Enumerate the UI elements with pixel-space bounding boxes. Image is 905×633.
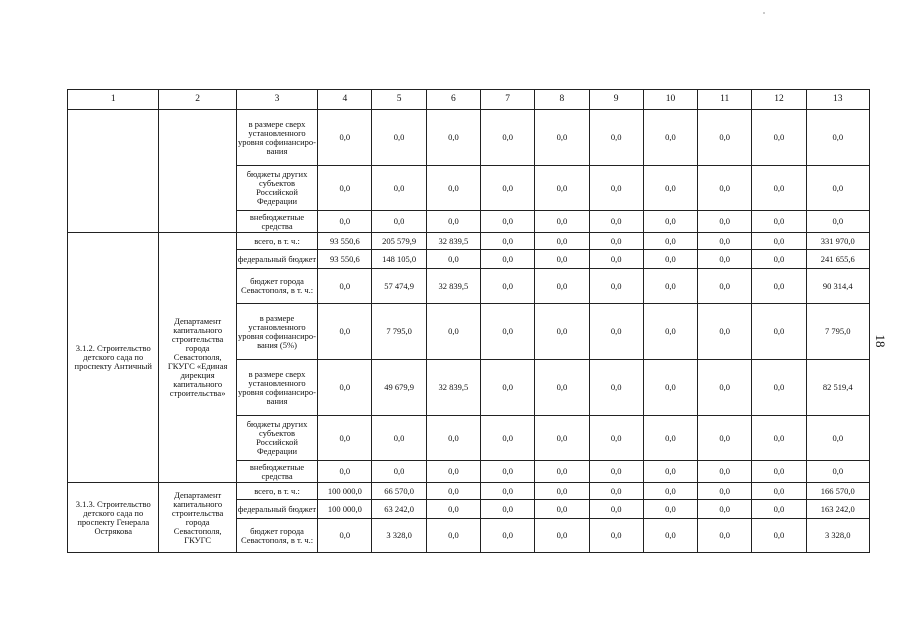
table-body bbox=[68, 90, 870, 553]
value-cell: 331 970,0 bbox=[806, 233, 869, 250]
value-cell: 205 579,9 bbox=[372, 233, 426, 250]
value-cell: 0,0 bbox=[643, 269, 697, 304]
value-cell: 0,0 bbox=[589, 233, 643, 250]
value-cell: 0,0 bbox=[589, 304, 643, 360]
value-cell: 0,0 bbox=[643, 500, 697, 519]
value-cell: 0,0 bbox=[698, 500, 752, 519]
value-cell: 0,0 bbox=[481, 211, 535, 233]
value-cell: 0,0 bbox=[372, 110, 426, 166]
value-cell: 0,0 bbox=[426, 250, 480, 269]
value-cell: 0,0 bbox=[426, 110, 480, 166]
value-cell: 0,0 bbox=[318, 304, 372, 360]
value-cell: 0,0 bbox=[318, 519, 372, 553]
value-cell: 0,0 bbox=[535, 519, 589, 553]
value-cell: 0,0 bbox=[752, 211, 806, 233]
funding-source-label: всего, в т. ч.: bbox=[236, 483, 317, 500]
value-cell: 0,0 bbox=[643, 233, 697, 250]
value-cell: 7 795,0 bbox=[806, 304, 869, 360]
budget-table bbox=[67, 89, 870, 553]
value-cell: 32 839,5 bbox=[426, 233, 480, 250]
value-cell: 241 655,6 bbox=[806, 250, 869, 269]
value-cell: 0,0 bbox=[752, 483, 806, 500]
funding-source-label: федеральный бюджет bbox=[236, 500, 317, 519]
value-cell: 0,0 bbox=[589, 166, 643, 211]
value-cell: 0,0 bbox=[752, 269, 806, 304]
value-cell: 0,0 bbox=[806, 166, 869, 211]
column-number-11: 11 bbox=[698, 90, 752, 110]
value-cell: 0,0 bbox=[426, 416, 480, 461]
value-cell: 0,0 bbox=[698, 483, 752, 500]
value-cell: 0,0 bbox=[643, 416, 697, 461]
column-number-12: 12 bbox=[752, 90, 806, 110]
value-cell: 0,0 bbox=[698, 233, 752, 250]
funding-source-label: внебюджетные средства bbox=[236, 461, 317, 483]
value-cell: 0,0 bbox=[535, 250, 589, 269]
value-cell: 0,0 bbox=[426, 211, 480, 233]
column-number-1: 1 bbox=[68, 90, 159, 110]
value-cell: 0,0 bbox=[535, 110, 589, 166]
value-cell: 90 314,4 bbox=[806, 269, 869, 304]
funding-source-label: федеральный бюджет bbox=[236, 250, 317, 269]
funding-source-label: в размере сверх установленного уровня софинансиро-вания bbox=[236, 360, 317, 416]
value-cell: 0,0 bbox=[481, 250, 535, 269]
value-cell: 0,0 bbox=[535, 166, 589, 211]
value-cell: 0,0 bbox=[481, 519, 535, 553]
value-cell: 0,0 bbox=[481, 461, 535, 483]
value-cell: 32 839,5 bbox=[426, 360, 480, 416]
value-cell: 0,0 bbox=[481, 416, 535, 461]
value-cell: 0,0 bbox=[535, 500, 589, 519]
value-cell: 0,0 bbox=[643, 519, 697, 553]
funding-source-label: бюджет города Севастополя, в т. ч.: bbox=[236, 519, 317, 553]
funding-source-label: бюджеты других субъектов Российской Федерации bbox=[236, 416, 317, 461]
value-cell: 0,0 bbox=[589, 211, 643, 233]
value-cell: 0,0 bbox=[318, 269, 372, 304]
value-cell: 0,0 bbox=[643, 211, 697, 233]
value-cell: 166 570,0 bbox=[806, 483, 869, 500]
value-cell: 0,0 bbox=[535, 211, 589, 233]
value-cell: 0,0 bbox=[589, 360, 643, 416]
value-cell: 3 328,0 bbox=[806, 519, 869, 553]
page-number: 18 bbox=[873, 334, 888, 348]
value-cell: 0,0 bbox=[535, 483, 589, 500]
value-cell: 32 839,5 bbox=[426, 269, 480, 304]
value-cell: 0,0 bbox=[752, 250, 806, 269]
value-cell: 0,0 bbox=[372, 166, 426, 211]
column-number-7: 7 bbox=[481, 90, 535, 110]
value-cell: 0,0 bbox=[698, 269, 752, 304]
value-cell: 0,0 bbox=[698, 360, 752, 416]
column-number-8: 8 bbox=[535, 90, 589, 110]
measure-name-cell: 3.1.3. Строительство детского сада по проспекту Генерала Острякова bbox=[68, 483, 159, 553]
value-cell: 0,0 bbox=[643, 110, 697, 166]
value-cell: 0,0 bbox=[426, 500, 480, 519]
value-cell: 63 242,0 bbox=[372, 500, 426, 519]
value-cell: 0,0 bbox=[318, 110, 372, 166]
value-cell: 0,0 bbox=[318, 360, 372, 416]
value-cell: 0,0 bbox=[752, 233, 806, 250]
value-cell: 148 105,0 bbox=[372, 250, 426, 269]
value-cell: 0,0 bbox=[318, 166, 372, 211]
value-cell: 57 474,9 bbox=[372, 269, 426, 304]
value-cell: 93 550,6 bbox=[318, 250, 372, 269]
value-cell: 0,0 bbox=[752, 500, 806, 519]
value-cell: 0,0 bbox=[481, 483, 535, 500]
column-number-13: 13 bbox=[806, 90, 869, 110]
value-cell: 0,0 bbox=[481, 500, 535, 519]
value-cell: 0,0 bbox=[752, 304, 806, 360]
value-cell: 0,0 bbox=[643, 304, 697, 360]
value-cell: 0,0 bbox=[589, 250, 643, 269]
value-cell: 0,0 bbox=[698, 461, 752, 483]
value-cell: 0,0 bbox=[481, 110, 535, 166]
value-cell: 0,0 bbox=[752, 110, 806, 166]
value-cell: 0,0 bbox=[698, 110, 752, 166]
column-number-10: 10 bbox=[643, 90, 697, 110]
column-number-3: 3 bbox=[236, 90, 317, 110]
funding-source-label: бюджет города Севастополя, в т. ч.: bbox=[236, 269, 317, 304]
value-cell: 49 679,9 bbox=[372, 360, 426, 416]
funding-source-label: в размере сверх установленного уровня софинансиро-вания bbox=[236, 110, 317, 166]
funding-source-label: всего, в т. ч.: bbox=[236, 233, 317, 250]
column-number-4: 4 bbox=[318, 90, 372, 110]
value-cell: 0,0 bbox=[535, 360, 589, 416]
value-cell: 0,0 bbox=[535, 416, 589, 461]
value-cell: 100 000,0 bbox=[318, 483, 372, 500]
funding-source-label: внебюджетные средства bbox=[236, 211, 317, 233]
value-cell: 0,0 bbox=[589, 110, 643, 166]
value-cell: 0,0 bbox=[589, 500, 643, 519]
value-cell: 0,0 bbox=[481, 269, 535, 304]
value-cell: 0,0 bbox=[535, 233, 589, 250]
value-cell: 0,0 bbox=[698, 416, 752, 461]
value-cell: 0,0 bbox=[481, 304, 535, 360]
value-cell: 0,0 bbox=[589, 269, 643, 304]
value-cell: 0,0 bbox=[752, 166, 806, 211]
value-cell: 0,0 bbox=[318, 211, 372, 233]
value-cell: 0,0 bbox=[426, 304, 480, 360]
value-cell: 0,0 bbox=[589, 416, 643, 461]
table-row bbox=[68, 483, 870, 500]
value-cell: 93 550,6 bbox=[318, 233, 372, 250]
value-cell: 0,0 bbox=[643, 461, 697, 483]
value-cell: 0,0 bbox=[643, 360, 697, 416]
value-cell: 0,0 bbox=[426, 483, 480, 500]
column-number-row bbox=[68, 90, 870, 110]
funding-source-label: бюджеты других субъектов Российской Федерации bbox=[236, 166, 317, 211]
value-cell: 0,0 bbox=[318, 461, 372, 483]
value-cell: 7 795,0 bbox=[372, 304, 426, 360]
value-cell: 0,0 bbox=[643, 483, 697, 500]
value-cell: 3 328,0 bbox=[372, 519, 426, 553]
value-cell: 0,0 bbox=[698, 519, 752, 553]
table-row bbox=[68, 110, 870, 166]
value-cell: 0,0 bbox=[372, 416, 426, 461]
value-cell: 100 000,0 bbox=[318, 500, 372, 519]
value-cell: 0,0 bbox=[806, 110, 869, 166]
value-cell: 0,0 bbox=[698, 211, 752, 233]
value-cell: 0,0 bbox=[698, 304, 752, 360]
value-cell: 0,0 bbox=[481, 233, 535, 250]
measure-name-cell: 3.1.2. Строительство детского сада по проспекту Античный bbox=[68, 233, 159, 483]
value-cell: 82 519,4 bbox=[806, 360, 869, 416]
value-cell: 0,0 bbox=[535, 269, 589, 304]
executor-cell: Департамент капитального строительства города Севастополя, ГКУГС bbox=[159, 483, 236, 553]
value-cell: 0,0 bbox=[589, 483, 643, 500]
value-cell: 0,0 bbox=[589, 461, 643, 483]
value-cell: 163 242,0 bbox=[806, 500, 869, 519]
value-cell: 0,0 bbox=[481, 360, 535, 416]
value-cell: 0,0 bbox=[698, 166, 752, 211]
value-cell: 0,0 bbox=[752, 519, 806, 553]
value-cell: 0,0 bbox=[426, 461, 480, 483]
value-cell: 0,0 bbox=[535, 304, 589, 360]
column-number-6: 6 bbox=[426, 90, 480, 110]
value-cell: 0,0 bbox=[806, 461, 869, 483]
value-cell: 0,0 bbox=[426, 519, 480, 553]
value-cell: 0,0 bbox=[535, 461, 589, 483]
scan-speck bbox=[763, 12, 765, 14]
value-cell: 0,0 bbox=[643, 166, 697, 211]
value-cell: 0,0 bbox=[752, 360, 806, 416]
value-cell: 0,0 bbox=[643, 250, 697, 269]
value-cell: 0,0 bbox=[589, 519, 643, 553]
value-cell: 0,0 bbox=[752, 461, 806, 483]
value-cell: 66 570,0 bbox=[372, 483, 426, 500]
value-cell: 0,0 bbox=[752, 416, 806, 461]
value-cell: 0,0 bbox=[698, 250, 752, 269]
value-cell: 0,0 bbox=[806, 211, 869, 233]
value-cell: 0,0 bbox=[806, 416, 869, 461]
value-cell: 0,0 bbox=[426, 166, 480, 211]
value-cell: 0,0 bbox=[372, 461, 426, 483]
funding-source-label: в размере установленного уровня софинансиро-вания (5%) bbox=[236, 304, 317, 360]
column-number-9: 9 bbox=[589, 90, 643, 110]
table-row bbox=[68, 233, 870, 250]
value-cell: 0,0 bbox=[481, 166, 535, 211]
value-cell: 0,0 bbox=[318, 416, 372, 461]
value-cell: 0,0 bbox=[372, 211, 426, 233]
executor-cell bbox=[159, 110, 236, 233]
column-number-2: 2 bbox=[159, 90, 236, 110]
measure-name-cell bbox=[68, 110, 159, 233]
column-number-5: 5 bbox=[372, 90, 426, 110]
executor-cell: Департамент капитального строительства города Севастополя, ГКУГС «Единая дирекция капитального строительства» bbox=[159, 233, 236, 483]
